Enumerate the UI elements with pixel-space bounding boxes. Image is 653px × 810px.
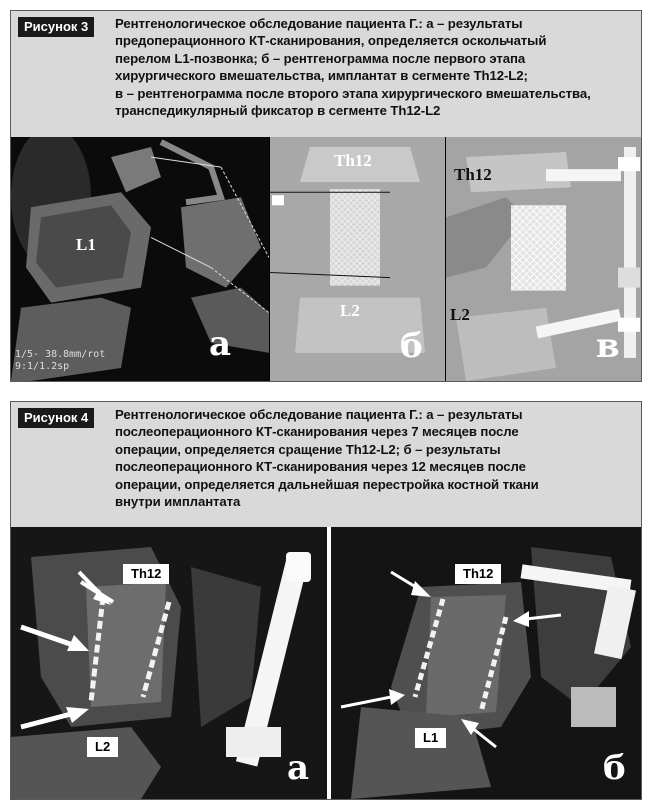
figure-4-caption-area <box>11 402 641 527</box>
panel-letter-b: б <box>603 748 626 788</box>
figure-3-images <box>11 137 641 381</box>
vertebra-tag-th12: Th12 <box>455 564 501 584</box>
caption-line: хирургического вмешательства, имплантат в сегменте Th12-L2; <box>115 68 528 84</box>
figure-4 <box>10 401 642 800</box>
vertebra-tag-th12: Th12 <box>123 564 169 584</box>
ct-info-line: 1/5- 38.8mm/rot <box>15 349 106 360</box>
caption-line: послеоперационного КТ-сканирования через 12 месяцев после <box>115 459 526 475</box>
vertebra-tag-l1: L1 <box>415 728 446 748</box>
figure-3-caption <box>115 15 633 119</box>
caption-line: предоперационного КТ-сканирования, определяется оскольчатый <box>115 33 547 49</box>
ct-info-overlay <box>15 349 105 373</box>
caption-line: Рентгенологическое обследование пациента Г.: а – результаты <box>115 407 523 422</box>
caption-line: в – рентгенограмма после второго этапа хирургического вмешательства, <box>115 85 591 101</box>
vertebra-label-l2: L2 <box>340 301 360 320</box>
panel-letter-b: б <box>400 326 423 366</box>
caption-line: внутри имплантата <box>115 494 241 510</box>
figure-3-label: Рисунок 3 <box>18 17 94 37</box>
figure-3-caption-area <box>11 11 641 137</box>
vertebra-label-l2: L2 <box>450 305 470 324</box>
vertebra-label-th12: Th12 <box>334 151 372 170</box>
xray-image-3b <box>270 137 445 381</box>
ct-scan-image-4b <box>331 527 641 799</box>
caption-line: транспедикулярный фиксатор в сегменте Th12-L2 <box>115 103 441 119</box>
caption-line: операции, определяется дальнейшая перестройка костной ткани <box>115 476 539 492</box>
xray-image-3c <box>446 137 641 381</box>
figure-4-caption <box>115 406 633 510</box>
panel-letter-a: а <box>287 748 310 788</box>
caption-line: Рентгенологическое обследование пациента Г.: а – результаты <box>115 16 523 31</box>
figure-4-label: Рисунок 4 <box>18 408 94 428</box>
caption-line: послеоперационного КТ-сканирования через 7 месяцев после <box>115 424 519 440</box>
figure-3 <box>10 10 642 382</box>
ct-scan-image-4a <box>11 527 327 799</box>
figure-4-images <box>11 527 641 799</box>
ct-info-line: 9:1/1.2sp <box>15 361 70 372</box>
vertebra-label-th12: Th12 <box>454 165 492 184</box>
ct-scan-image-3a <box>11 137 269 381</box>
caption-line: операции, определяется сращение Th12-L2; б – результаты <box>115 441 501 457</box>
panel-letter-a: а <box>209 324 232 364</box>
panel-letter-c: в <box>596 326 620 366</box>
vertebra-label-l1: L1 <box>76 235 96 254</box>
caption-line: перелом L1-позвонка; б – рентгенограмма после первого этапа <box>115 50 526 66</box>
vertebra-tag-l2: L2 <box>87 737 118 757</box>
